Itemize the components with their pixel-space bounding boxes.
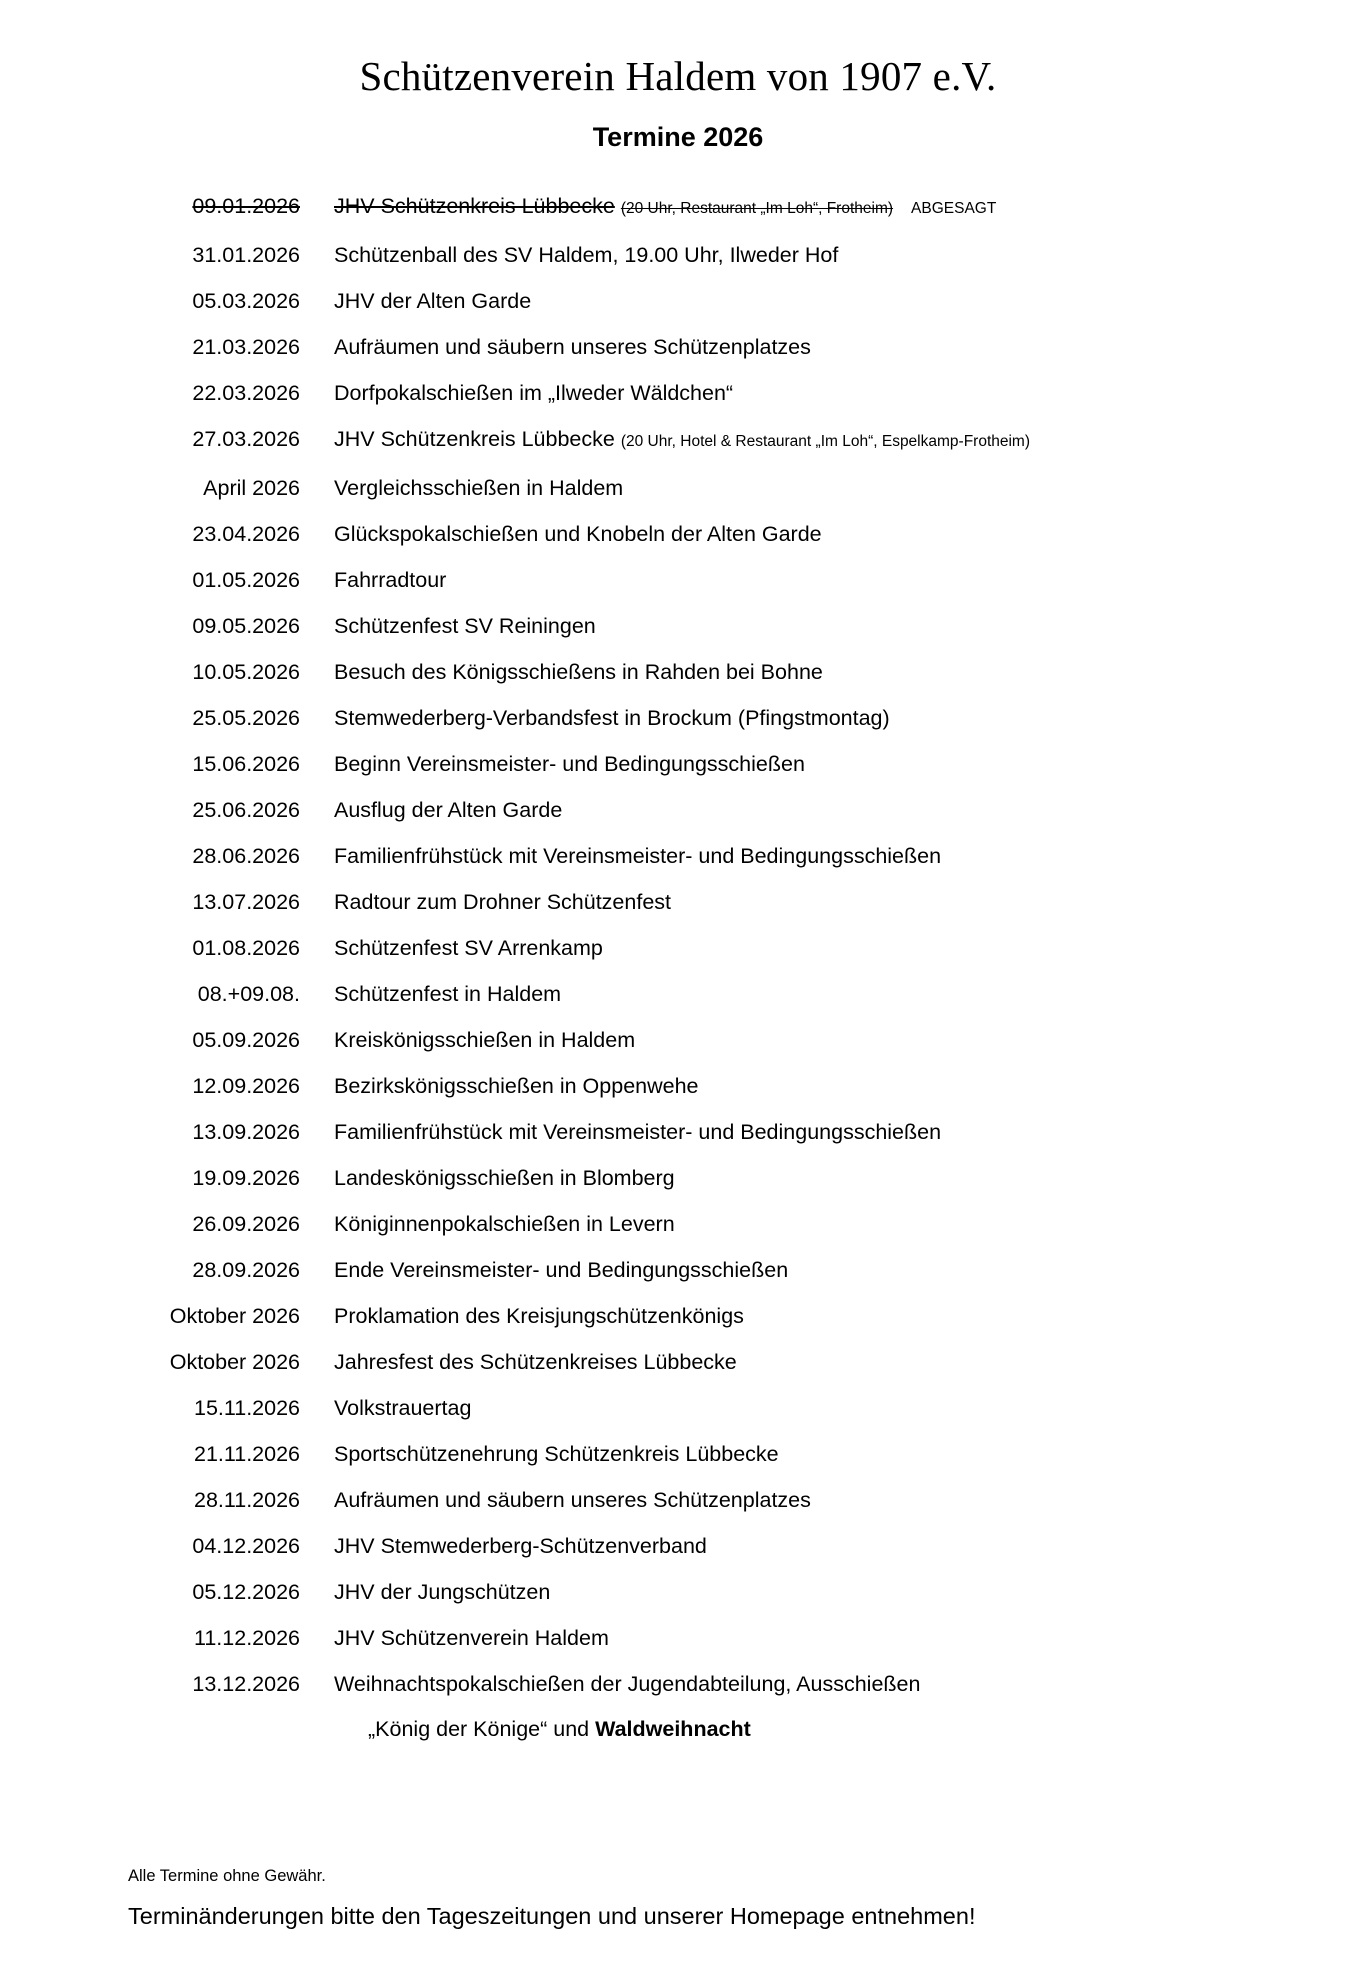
- schedule-date: [0, 1339, 300, 1385]
- schedule-event: [300, 1293, 1356, 1339]
- schedule-event: [300, 695, 1356, 741]
- continuation-text: „König der Könige“ und: [368, 1717, 596, 1741]
- schedule-event-text: JHV Schützenverein Haldem: [334, 1626, 609, 1650]
- schedule-date: [0, 925, 300, 971]
- schedule-date-text: 22.03.2026: [192, 381, 300, 405]
- schedule-event-text: JHV der Alten Garde: [334, 289, 532, 313]
- schedule-date-text: April 2026: [203, 476, 300, 500]
- schedule-date: [0, 511, 300, 557]
- schedule-event: [300, 603, 1356, 649]
- status-badge-cancelled: ABGESAGT: [911, 200, 997, 217]
- schedule-event-text: Stemwederberg-Verbandsfest in Brockum (Pfingstmontag): [334, 706, 890, 730]
- schedule-date-text: 27.03.2026: [192, 427, 300, 451]
- schedule-event: [300, 370, 1356, 416]
- schedule-date-text: 01.08.2026: [192, 936, 300, 960]
- schedule-event: [300, 1523, 1356, 1569]
- schedule-event-text: Radtour zum Drohner Schützenfest: [334, 890, 671, 914]
- schedule-event: [300, 1155, 1356, 1201]
- schedule-event-text: Vergleichsschießen in Haldem: [334, 476, 624, 500]
- schedule-event-text: Familienfrühstück mit Vereinsmeister- und Bedingungsschießen: [334, 1120, 942, 1144]
- schedule-row: [0, 1155, 1356, 1201]
- schedule-date: [0, 1661, 300, 1707]
- schedule-date: [0, 879, 300, 925]
- schedule-event-text: Landeskönigsschießen in Blomberg: [334, 1166, 675, 1190]
- schedule-date-text: 31.01.2026: [192, 243, 300, 267]
- schedule-event-text: Bezirkskönigsschießen in Oppenwehe: [334, 1074, 699, 1098]
- schedule-row: [0, 1063, 1356, 1109]
- document-page: [0, 52, 1356, 1972]
- schedule-row: [0, 416, 1356, 465]
- schedule-date-text: 13.09.2026: [192, 1120, 300, 1144]
- schedule-row: [0, 278, 1356, 324]
- schedule-event: [300, 971, 1356, 1017]
- schedule-event: [300, 1339, 1356, 1385]
- schedule-event-text: Glückspokalschießen und Knobeln der Alten Garde: [334, 522, 822, 546]
- schedule-row: [0, 695, 1356, 741]
- schedule-event-text: JHV Schützenkreis Lübbecke: [334, 194, 615, 218]
- schedule-body: [0, 183, 1356, 1751]
- continuation-text-bold: Waldweihnacht: [595, 1717, 751, 1741]
- schedule-row: [0, 511, 1356, 557]
- schedule-date: [0, 1201, 300, 1247]
- schedule-date-text: 23.04.2026: [192, 522, 300, 546]
- schedule-date-text: 09.01.2026: [192, 194, 300, 218]
- schedule-event-text: Ausflug der Alten Garde: [334, 798, 563, 822]
- schedule-date: [0, 1017, 300, 1063]
- schedule-row: [0, 971, 1356, 1017]
- schedule-row: [0, 649, 1356, 695]
- page-subtitle: Termine 2026: [592, 122, 764, 152]
- schedule-date-text: 01.05.2026: [192, 568, 300, 592]
- schedule-date-text: 28.06.2026: [192, 844, 300, 868]
- schedule-date: [0, 971, 300, 1017]
- schedule-date-text: 13.12.2026: [192, 1672, 300, 1696]
- schedule-date: [0, 1523, 300, 1569]
- schedule-row: [0, 1017, 1356, 1063]
- schedule-date: [0, 557, 300, 603]
- schedule-row: [0, 1615, 1356, 1661]
- schedule-event-text: Weihnachtspokalschießen der Jugendabteilung, Ausschießen: [334, 1672, 921, 1696]
- schedule-row: [0, 324, 1356, 370]
- schedule-event: [300, 416, 1356, 465]
- schedule-event: [300, 1247, 1356, 1293]
- schedule-date: [0, 603, 300, 649]
- schedule-event-text: Fahrradtour: [334, 568, 447, 592]
- schedule-row: [0, 925, 1356, 971]
- schedule-event: [300, 1615, 1356, 1661]
- schedule-row: [0, 1247, 1356, 1293]
- schedule-event: [300, 1569, 1356, 1615]
- schedule-event: [300, 1661, 1356, 1707]
- schedule-event: [300, 1431, 1356, 1477]
- schedule-date: [0, 1247, 300, 1293]
- schedule-event-text: Sportschützenehrung Schützenkreis Lübbecke: [334, 1442, 779, 1466]
- schedule-date-text: 21.03.2026: [192, 335, 300, 359]
- schedule-date: [0, 183, 300, 232]
- schedule-row: [0, 603, 1356, 649]
- schedule-date-text: 04.12.2026: [192, 1534, 300, 1558]
- schedule-event-text: Aufräumen und säubern unseres Schützenplatzes: [334, 335, 811, 359]
- page-title: Schützenverein Haldem von 1907 e.V.: [359, 53, 997, 99]
- schedule-event: [300, 557, 1356, 603]
- schedule-event-text: Schützenfest in Haldem: [334, 982, 562, 1006]
- schedule-row: [0, 1477, 1356, 1523]
- schedule-date-text: 05.09.2026: [192, 1028, 300, 1052]
- schedule-date: [0, 416, 300, 465]
- schedule-date: [0, 1477, 300, 1523]
- schedule-event: [300, 511, 1356, 557]
- schedule-event-text: Dorfpokalschießen im „Ilweder Wäldchen“: [334, 381, 734, 405]
- schedule-row: [0, 370, 1356, 416]
- schedule-date-text: 09.05.2026: [192, 614, 300, 638]
- schedule-event: [300, 1017, 1356, 1063]
- schedule-event-text: JHV der Jungschützen: [334, 1580, 551, 1604]
- schedule-row: [0, 557, 1356, 603]
- schedule-date: [0, 649, 300, 695]
- schedule-row: [0, 879, 1356, 925]
- continuation-wrapper: [334, 1717, 751, 1741]
- schedule-date-text: 15.06.2026: [192, 752, 300, 776]
- schedule-row-continuation: [0, 1707, 1356, 1751]
- schedule-event-continuation: [300, 1707, 1356, 1751]
- schedule-event-text: JHV Schützenkreis Lübbecke: [334, 427, 615, 451]
- schedule-date-text: Oktober 2026: [169, 1350, 300, 1374]
- schedule-date-text: 28.09.2026: [192, 1258, 300, 1282]
- schedule-event: [300, 833, 1356, 879]
- schedule-event-text: Volkstrauertag: [334, 1396, 472, 1420]
- schedule-date-text: 05.03.2026: [192, 289, 300, 313]
- schedule-row: [0, 1201, 1356, 1247]
- schedule-date-empty: [0, 1707, 300, 1751]
- schedule-event-text: Schützenfest SV Arrenkamp: [334, 936, 603, 960]
- schedule-table: [0, 183, 1356, 1751]
- schedule-date: [0, 695, 300, 741]
- schedule-event: [300, 741, 1356, 787]
- schedule-row: [0, 833, 1356, 879]
- schedule-row: [0, 183, 1356, 232]
- schedule-date: [0, 833, 300, 879]
- schedule-event-text: Schützenfest SV Reiningen: [334, 614, 596, 638]
- schedule-date-text: Oktober 2026: [169, 1304, 300, 1328]
- schedule-date: [0, 370, 300, 416]
- schedule-event: [300, 324, 1356, 370]
- schedule-date: [0, 1385, 300, 1431]
- schedule-row: [0, 1523, 1356, 1569]
- schedule-event-text: Ende Vereinsmeister- und Bedingungsschießen: [334, 1258, 789, 1282]
- schedule-event-text: Familienfrühstück mit Vereinsmeister- und Bedingungsschießen: [334, 844, 942, 868]
- schedule-date-text: 19.09.2026: [192, 1166, 300, 1190]
- schedule-event-note: (20 Uhr, Restaurant „Im Loh“, Frotheim): [620, 200, 894, 217]
- schedule-event-note: (20 Uhr, Hotel & Restaurant „Im Loh“, Espelkamp-Frotheim): [620, 433, 1031, 450]
- schedule-date-text: 25.05.2026: [192, 706, 300, 730]
- schedule-date: [0, 465, 300, 511]
- schedule-event-text: Schützenball des SV Haldem, 19.00 Uhr, Ilweder Hof: [334, 243, 839, 267]
- schedule-row: [0, 1339, 1356, 1385]
- schedule-date-text: 26.09.2026: [192, 1212, 300, 1236]
- schedule-event: [300, 925, 1356, 971]
- schedule-row: [0, 1661, 1356, 1707]
- schedule-event-text: Aufräumen und säubern unseres Schützenplatzes: [334, 1488, 811, 1512]
- schedule-row: [0, 1293, 1356, 1339]
- footer-disclaimer: Alle Termine ohne Gewähr.: [128, 1867, 326, 1885]
- schedule-event: [300, 232, 1356, 278]
- schedule-date: [0, 787, 300, 833]
- schedule-date-text: 11.12.2026: [193, 1626, 300, 1650]
- schedule-event-text: Besuch des Königsschießens in Rahden bei Bohne: [334, 660, 823, 684]
- schedule-row: [0, 787, 1356, 833]
- schedule-date: [0, 324, 300, 370]
- schedule-date: [0, 1293, 300, 1339]
- schedule-event-text: JHV Stemwederberg-Schützenverband: [334, 1534, 707, 1558]
- schedule-date-text: 10.05.2026: [192, 660, 300, 684]
- schedule-row: [0, 741, 1356, 787]
- footer-notice: Terminänderungen bitte den Tageszeitungen und unserer Homepage entnehmen!: [128, 1903, 976, 1929]
- schedule-date: [0, 232, 300, 278]
- schedule-event-text: Kreiskönigsschießen in Haldem: [334, 1028, 636, 1052]
- schedule-date-text: 21.11.2026: [193, 1442, 300, 1466]
- schedule-row: [0, 1431, 1356, 1477]
- schedule-event-text: Proklamation des Kreisjungschützenkönigs: [334, 1304, 744, 1328]
- schedule-event: [300, 1109, 1356, 1155]
- schedule-row: [0, 232, 1356, 278]
- schedule-row: [0, 1385, 1356, 1431]
- schedule-date: [0, 1615, 300, 1661]
- schedule-date-text: 05.12.2026: [192, 1580, 300, 1604]
- schedule-event: [300, 1477, 1356, 1523]
- schedule-event: [300, 183, 1356, 232]
- schedule-date-text: 25.06.2026: [192, 798, 300, 822]
- schedule-event-text: Jahresfest des Schützenkreises Lübbecke: [334, 1350, 737, 1374]
- schedule-event: [300, 649, 1356, 695]
- schedule-row: [0, 465, 1356, 511]
- schedule-date-text: 12.09.2026: [192, 1074, 300, 1098]
- schedule-date: [0, 741, 300, 787]
- schedule-event: [300, 879, 1356, 925]
- schedule-event-text: Königinnenpokalschießen in Levern: [334, 1212, 675, 1236]
- schedule-date-text: 15.11.2026: [193, 1396, 300, 1420]
- schedule-date-text: 13.07.2026: [192, 890, 300, 914]
- schedule-event: [300, 1385, 1356, 1431]
- schedule-date-text: 28.11.2026: [193, 1488, 300, 1512]
- schedule-event: [300, 465, 1356, 511]
- schedule-event-text: Beginn Vereinsmeister- und Bedingungsschießen: [334, 752, 805, 776]
- schedule-date: [0, 1063, 300, 1109]
- schedule-date: [0, 1431, 300, 1477]
- schedule-event: [300, 278, 1356, 324]
- schedule-event: [300, 1201, 1356, 1247]
- schedule-row: [0, 1109, 1356, 1155]
- schedule-event: [300, 787, 1356, 833]
- schedule-date: [0, 1155, 300, 1201]
- schedule-date: [0, 1109, 300, 1155]
- schedule-row: [0, 1569, 1356, 1615]
- schedule-date: [0, 1569, 300, 1615]
- footer: [0, 1862, 1356, 1936]
- schedule-event: [300, 1063, 1356, 1109]
- schedule-date-text: 08.+09.08.: [197, 982, 300, 1006]
- schedule-date: [0, 278, 300, 324]
